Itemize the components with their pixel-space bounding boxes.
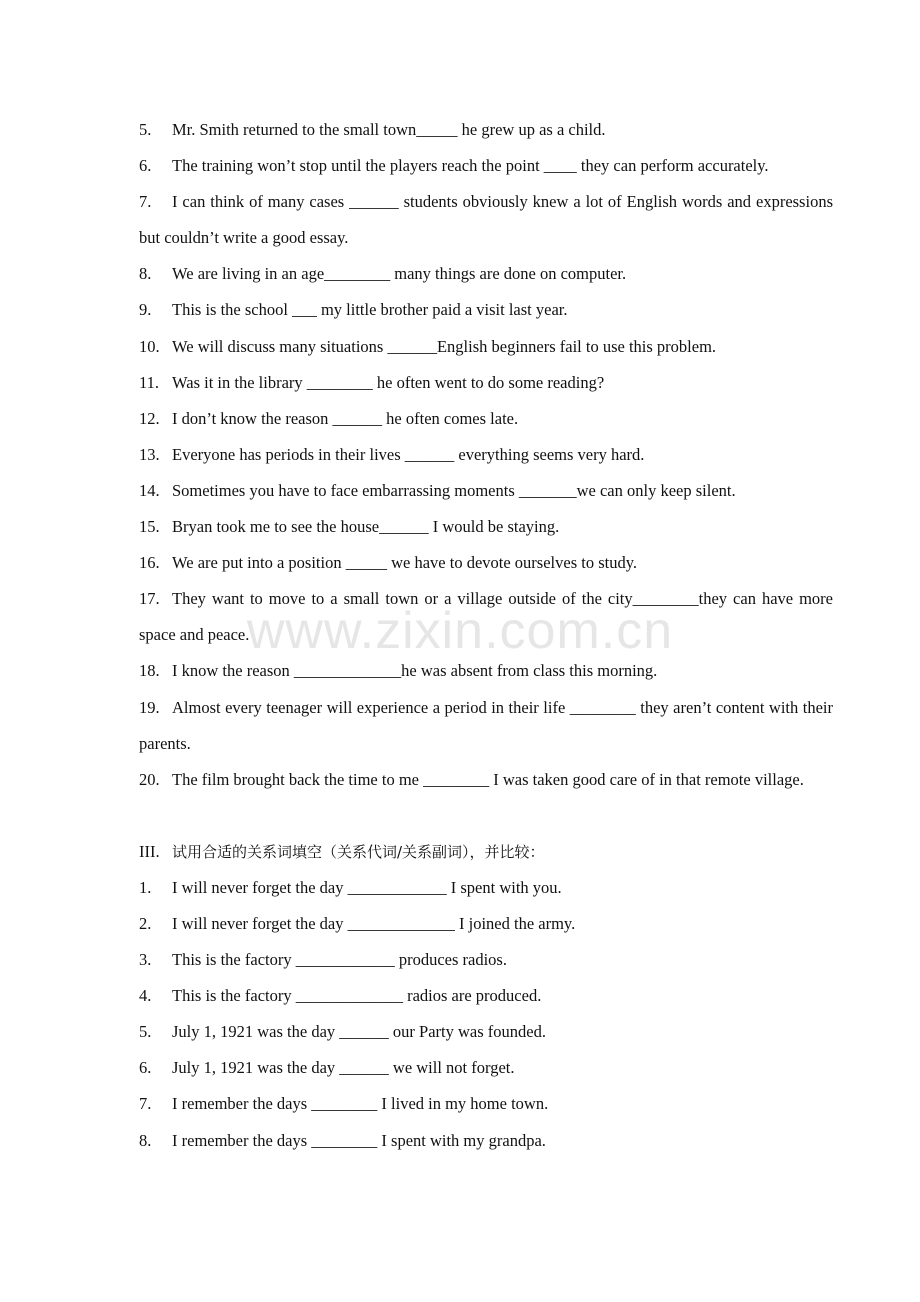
item-number: 18. [139, 661, 160, 681]
item-number: 14. [139, 480, 160, 500]
item-number: 4. [139, 986, 152, 1006]
item-text: Bryan took me to see the house______ I would be staying. [172, 517, 560, 537]
item-number: 15. [139, 517, 160, 537]
item-number: 7. [139, 192, 152, 212]
item-text: I don’t know the reason ______ he often comes late. [172, 408, 519, 428]
item-text: I can think of many cases ______ students obviously knew a lot of English words and expressions but couldn’t write a good essay. [139, 192, 833, 248]
item-text: Was it in the library ________ he often went to do some reading? [172, 372, 605, 392]
watermark: www.zixin.com.cn [246, 602, 674, 660]
item-text: I will never forget the day ____________ I spent with you. [172, 877, 562, 897]
exercise-item [139, 870, 833, 906]
exercise-item [139, 942, 833, 978]
item-text: They want to move to a small town or a village outside of the city________they can have more space and peace. [139, 589, 833, 645]
item-text: I know the reason _____________he was absent from class this morning. [172, 661, 658, 681]
item-text: We are put into a position _____ we have to devote ourselves to study. [172, 553, 638, 573]
item-number: 8. [139, 1130, 152, 1150]
item-text: This is the factory _____________ radios are produced. [172, 986, 542, 1006]
item-text: The film brought back the time to me ________ I was taken good care of in that remote village. [172, 769, 804, 789]
item-number: 9. [139, 300, 152, 320]
item-number: 11. [139, 372, 160, 392]
item-number: 12. [139, 408, 160, 428]
item-text: Sometimes you have to face embarrassing moments _______we can only keep silent. [172, 480, 736, 500]
item-text: This is the school ___ my little brother paid a visit last year. [172, 300, 568, 320]
item-text: July 1, 1921 was the day ______ we will not forget. [172, 1058, 515, 1078]
exercise-item [139, 762, 833, 798]
item-number: 2. [139, 913, 152, 933]
exercise-item [139, 509, 833, 545]
section-heading [139, 834, 833, 870]
item-text: Everyone has periods in their lives ______ everything seems very hard. [172, 444, 645, 464]
item-number: 6. [139, 1058, 152, 1078]
item-text: July 1, 1921 was the day ______ our Party was founded. [172, 1022, 546, 1042]
exercise-item [139, 906, 833, 942]
item-text: We are living in an age________ many things are done on computer. [172, 264, 627, 284]
exercise-item [139, 978, 833, 1014]
item-text: The training won’t stop until the players reach the point ____ they can perform accurately. [172, 156, 769, 176]
exercise-item [139, 184, 833, 256]
exercise-item [139, 148, 833, 184]
exercise-content [139, 112, 833, 1159]
item-text: I remember the days ________ I spent with my grandpa. [172, 1130, 546, 1150]
item-number: 1. [139, 877, 152, 897]
exercise-item [139, 401, 833, 437]
exercise-item [139, 1050, 833, 1086]
item-number: 10. [139, 336, 160, 356]
exercise-item [139, 1086, 833, 1122]
item-text: We will discuss many situations ______English beginners fail to use this problem. [172, 336, 717, 356]
section-spacer [139, 798, 833, 834]
exercise-item [139, 545, 833, 581]
exercise-item [139, 653, 833, 689]
exercise-item [139, 292, 833, 328]
item-number: 8. [139, 264, 152, 284]
exercise-item [139, 437, 833, 473]
item-number: 5. [139, 120, 152, 139]
item-number: 20. [139, 769, 160, 789]
item-text: I remember the days ________ I lived in my home town. [172, 1094, 549, 1114]
exercise-item [139, 581, 833, 653]
item-text: Almost every teenager will experience a period in their life ________ they aren’t content with their parents. [139, 697, 833, 753]
item-number: 7. [139, 1094, 152, 1114]
exercise-item [139, 690, 833, 762]
exercise-item [139, 473, 833, 509]
exercise-item [139, 365, 833, 401]
section-title: 试用合适的关系词填空（关系代词/关系副词），并比较： [172, 842, 545, 861]
item-text: I will never forget the day _____________ I joined the army. [172, 913, 576, 933]
item-number: 16. [139, 553, 160, 573]
exercise-item [139, 329, 833, 365]
item-text: Mr. Smith returned to the small town_____ he grew up as a child. [172, 120, 606, 139]
exercise-item [139, 1014, 833, 1050]
exercise-item [139, 112, 833, 148]
item-number: 19. [139, 697, 160, 717]
item-number: 17. [139, 589, 160, 609]
item-number: 6. [139, 156, 152, 176]
item-number: 3. [139, 950, 152, 970]
item-text: This is the factory ____________ produces radios. [172, 950, 507, 970]
exercise-item [139, 1123, 833, 1159]
item-number: 5. [139, 1022, 152, 1042]
section-number: III. [139, 841, 160, 861]
item-number: 13. [139, 444, 160, 464]
exercise-item [139, 256, 833, 292]
